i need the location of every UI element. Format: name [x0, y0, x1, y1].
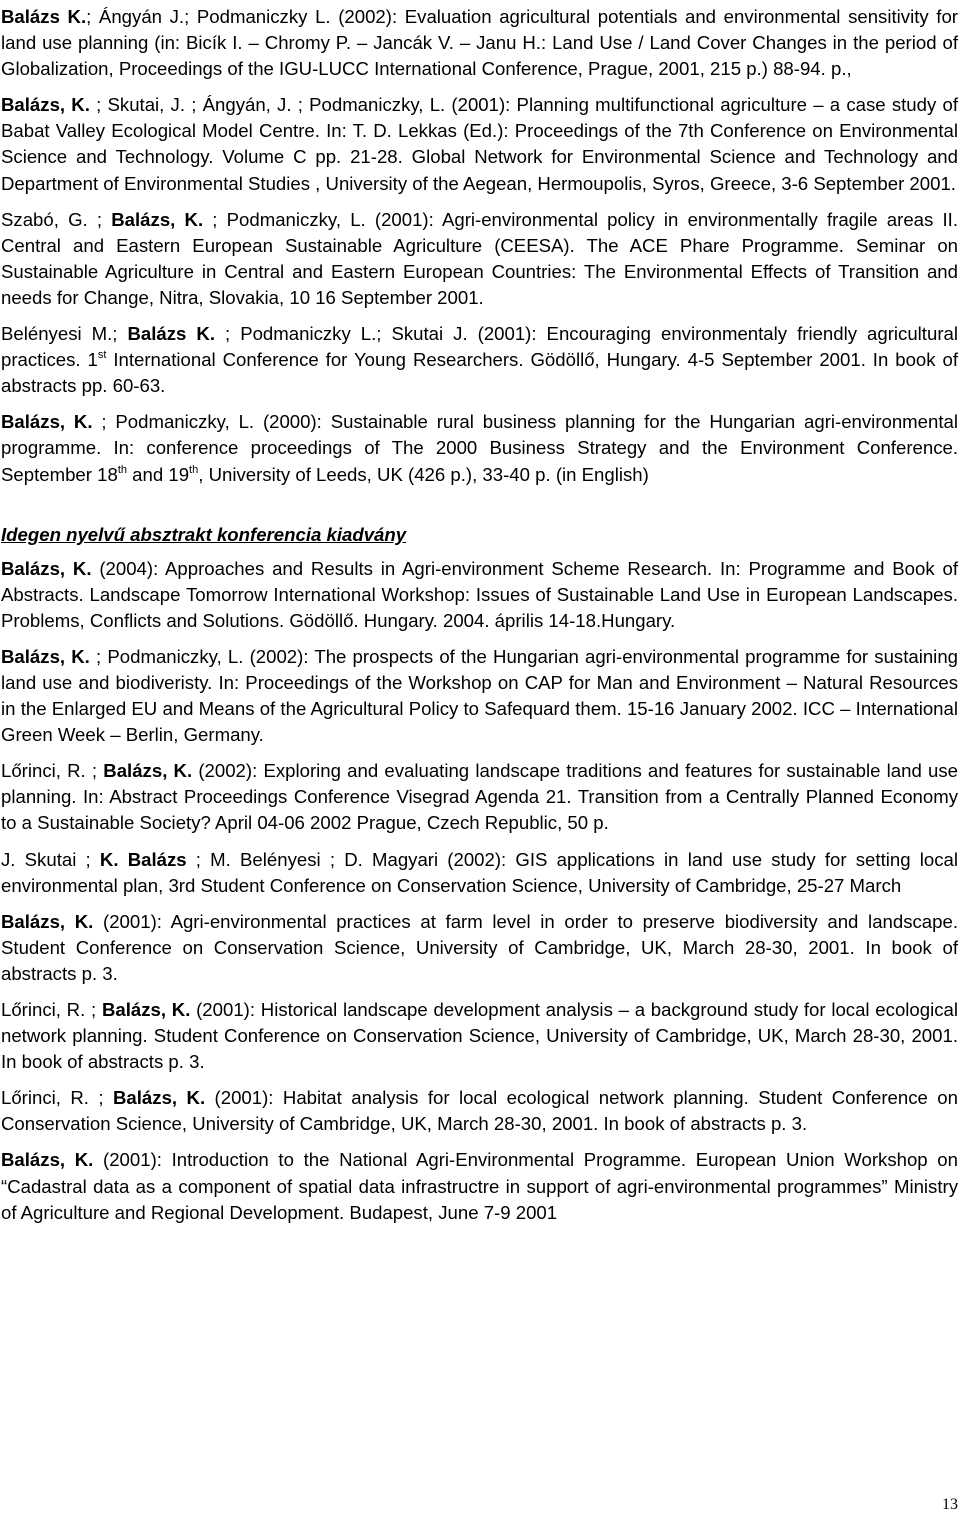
reference-coauthor: Lőrinci, R. ;	[1, 760, 104, 782]
reference-author: Balázs, K.	[101, 999, 191, 1020]
reference-text: (2001): Agri-environmental practices at farm level in order to preserve biodiversity and landscape. Student Conference on Conservation Science, University of Cambridge, UK, March 28-30, 2001. In book of abstracts p. 3.	[1, 910, 958, 984]
reference-coauthor: Belényesi M.;	[1, 323, 128, 345]
reference-author: K. Balázs	[99, 848, 187, 870]
reference-text: ; Podmaniczky, L. (2001): Agri-environmental policy in environmentally fragile areas II. Central and Eastern European Sustainable Agriculture (CEESA). The ACE Phare Programme. Seminar on Sustainable Agriculture in Central and Eastern European Countries: The Environmental Effects of Transition and needs for Change, Nitra, Slovakia, 10 16 September 2001.	[1, 208, 958, 308]
reference-entry	[1, 997, 958, 1075]
reference-author: Balázs K.	[127, 323, 215, 345]
reference-coauthor: Lőrinci, R. ;	[1, 999, 102, 1020]
superscript: th	[117, 463, 127, 476]
reference-text: International Conference for Young Researchers. Gödöllő, Hungary. 4-5 September 2001. In book of abstracts pp. 60-63.	[1, 349, 958, 397]
reference-text: ; M. Belényesi ; D. Magyari (2002): GIS applications in land use study for setting local environmental plan, 3rd Student Conference on Conservation Science, University of Cambridge, 25-27 March	[1, 848, 958, 896]
section-heading: Idegen nyelvű absztrakt konferencia kiadvány	[1, 523, 407, 545]
reference-entry	[1, 644, 958, 748]
reference-text: ; Podmaniczky L.; Skutai J. (2001): Encouraging environmentaly friendly agricultural practices. 1	[1, 323, 958, 371]
reference-entry	[1, 321, 958, 399]
reference-text: ; Podmaniczky, L. (2002): The prospects of the Hungarian agri-environmental programme for sustaining land use and biodiveristy. In: Proceedings of the Workshop on CAP for Man and Environment – Natural Resources in the Enlarged EU and Means of the Agricultural Policy to Safequard them. 15-16 January 2002. ICC – International Green Week – Berlin, Germany.	[1, 645, 958, 746]
reference-text: ; Ángyán J.; Podmaniczky L. (2002): Evaluation agricultural potentials and environmental sensitivity for land use planning (in: Bicík I. – Chromy P. – Jancák V. – Janu H.: Land Use / Land Cover Changes in the period of Globalization, Proceedings of the IGU-LUCC International Conference, Prague, 2001, 215 p.) 88-94. p.,	[1, 6, 958, 80]
reference-text: (2001): Introduction to the National Agri-Environmental Programme. European Union Workshop on “Cadastral data as a component of spatial data infrastructre in support of agri-environmental programmes” Ministry of Agriculture and Regional Development. Budapest, June 7-9 2001	[1, 1149, 958, 1223]
reference-text: , University of Leeds, UK (426 p.), 33-40 p. (in English)	[198, 463, 649, 485]
reference-coauthor: J. Skutai ;	[1, 848, 100, 870]
reference-entry	[1, 1085, 958, 1137]
superscript: th	[189, 463, 199, 476]
reference-entry	[1, 847, 958, 899]
reference-entry	[1, 207, 958, 311]
reference-author: Balázs, K.	[1, 645, 90, 667]
reference-text: (2002): Exploring and evaluating landscape traditions and features for sustainable land use planning. In: Abstract Proceedings Conference Visegrad Agenda 21. Transition from a Centrally Planned Economy to a Sustainable Society? April 04-06 2002 Prague, Czech Republic, 50 p.	[1, 760, 958, 834]
reference-entry	[1, 4, 958, 82]
reference-text: and 19	[127, 463, 190, 485]
reference-text: ; Skutai, J. ; Ángyán, J. ; Podmaniczky, L. (2001): Planning multifunctional agriculture – a case study of Babat Valley Ecological Model Centre. In: T. D. Lekkas (Ed.): Proceedings of the 7th Conference on Environmental Science and Technology. Volume C pp. 21-28. Global Network for Environmental Science and Technology and Department of Environmental Studies , University of the Aegean, Hermoupolis, Syros, Greece, 3-6 September 2001.	[1, 94, 958, 194]
reference-entry	[1, 1147, 958, 1225]
reference-entry	[1, 92, 958, 196]
reference-author: Balázs, K.	[113, 1087, 206, 1109]
reference-text: (2001): Historical landscape development analysis – a background study for local ecological network planning. Student Conference on Conservation Science, University of Cambridge, UK, March 28-30, 2001. In book of abstracts p. 3.	[1, 999, 958, 1073]
reference-text: (2001): Habitat analysis for local ecological network planning. Student Conference on Conservation Science, University of Cambridge, UK, March 28-30, 2001. In book of abstracts p. 3.	[1, 1087, 958, 1135]
reference-entry	[1, 409, 958, 487]
reference-text: ; Podmaniczky, L. (2000): Sustainable rural business planning for the Hungarian agri-environmental programme. In: conference proceedings of The 2000 Business Strategy and the Environment Conference. September 18	[1, 411, 958, 485]
reference-author: Balázs, K.	[111, 208, 204, 230]
reference-author: Balázs, K.	[103, 760, 193, 782]
reference-entry	[1, 758, 958, 836]
superscript: st	[97, 349, 107, 362]
reference-coauthor: Szabó, G. ;	[1, 208, 112, 230]
page-number: 13	[942, 1496, 958, 1513]
reference-entry	[1, 909, 958, 987]
reference-author: Balázs, K.	[1, 1149, 94, 1171]
reference-entry	[1, 556, 958, 634]
reference-coauthor: Lőrinci, R. ;	[1, 1087, 113, 1109]
reference-author: Balázs, K.	[1, 910, 94, 932]
reference-author: Balázs, K.	[1, 411, 93, 433]
reference-author: Balázs, K.	[1, 94, 90, 116]
reference-author: Balázs, K.	[1, 557, 92, 579]
reference-author: Balázs K.	[1, 6, 87, 27]
reference-text: (2004): Approaches and Results in Agri-environment Scheme Research. In: Programme and Book of Abstracts. Landscape Tomorrow International Workshop: Issues of Sustainable Land Use in European Landscapes. Problems, Conflicts and Solutions. Gödöllő. Hungary. 2004. április 14-18.Hungary.	[1, 557, 958, 631]
